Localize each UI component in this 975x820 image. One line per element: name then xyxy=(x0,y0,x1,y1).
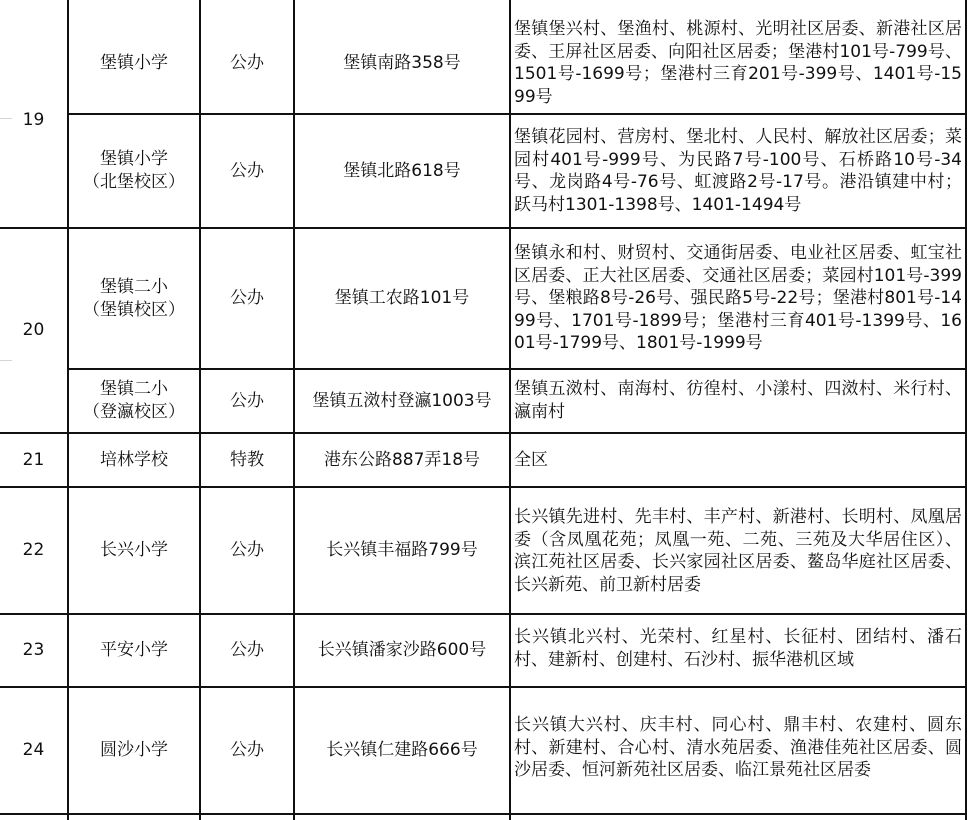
row-number: 19 xyxy=(22,110,45,130)
table-border xyxy=(509,0,511,820)
school-address: 堡镇南路358号 xyxy=(343,53,461,73)
enrollment-scope: 堡镇花园村、营房村、堡北村、人民村、解放社区居委；菜园村401号-999号、为民路7号-100号、石桥路10号-34号、龙岗路4号-76号、虹渡路2号-17号。港沿镇建中村；跃马村1301-1398号、1401-1494号 xyxy=(514,127,962,215)
school-type: 公办 xyxy=(230,740,264,760)
table-border xyxy=(965,0,967,820)
row-number: 22 xyxy=(22,540,45,560)
school-name: 堡镇二小 （登瀛校区） xyxy=(83,379,185,422)
school-type: 公办 xyxy=(230,390,264,411)
school-name: 培林学校 xyxy=(100,449,168,470)
school-address: 港东公路887弄18号 xyxy=(323,449,481,470)
school-address: 堡镇五滧村登瀛1003号 xyxy=(312,390,492,411)
school-name: 平安小学 xyxy=(100,640,168,660)
enrollment-scope: 长兴镇北兴村、光荣村、红星村、长征村、团结村、潘石村、建新村、创建村、石沙村、振华港机区域 xyxy=(514,627,962,670)
enrollment-scope: 堡镇堡兴村、堡渔村、桃源村、光明社区居委、新港社区居委、王屏社区居委、向阳社区居委；堡港村101号-799号、1501号-1699号；堡港村三育201号-399号、1401号-1599号 xyxy=(514,19,962,107)
school-type: 公办 xyxy=(230,53,264,73)
school-type: 公办 xyxy=(230,640,264,660)
table-border xyxy=(0,813,967,815)
school-type: 公办 xyxy=(230,160,264,181)
school-name: 长兴小学 xyxy=(100,540,168,560)
enrollment-scope: 堡镇永和村、财贸村、交通街居委、电业社区居委、虹宝社区居委、正大社区居委、交通社区居委；菜园村101号-399号、堡粮路8号-26号、强民路5号-22号；堡港村801号-1499号、1701号-1899号；堡港村三育401号-1399号、1601号-1799号、1801号-1999号 xyxy=(514,243,962,353)
school-name: 圆沙小学 xyxy=(100,740,168,760)
row-number: 21 xyxy=(22,449,45,470)
school-name: 堡镇小学 （北堡校区） xyxy=(83,149,185,192)
enrollment-scope: 长兴镇先进村、先丰村、丰产村、新港村、长明村、凤凰居委（含凤凰花苑；凤凰一苑、二苑、三苑及大华居住区）、滨江苑社区居委、长兴家园社区居委、鳌岛华庭社区居委、长兴新苑、前卫新村居委 xyxy=(514,507,962,595)
school-address: 长兴镇仁建路666号 xyxy=(326,740,478,760)
school-type: 公办 xyxy=(230,540,264,560)
row-number: 24 xyxy=(22,740,45,760)
school-type: 特教 xyxy=(230,449,264,470)
enrollment-scope: 全区 xyxy=(514,450,548,470)
enrollment-scope: 堡镇五滧村、南海村、彷徨村、小漾村、四滧村、米行村、瀛南村 xyxy=(514,379,962,422)
school-address: 堡镇北路618号 xyxy=(343,160,461,181)
school-address: 长兴镇丰福路799号 xyxy=(326,540,478,560)
row-number: 20 xyxy=(22,320,45,340)
school-name: 堡镇小学 xyxy=(100,53,168,73)
school-name: 堡镇二小 （堡镇校区） xyxy=(83,276,185,320)
school-type: 公办 xyxy=(230,288,264,308)
school-address: 长兴镇潘家沙路600号 xyxy=(317,640,487,660)
school-address: 堡镇工农路101号 xyxy=(334,288,470,308)
enrollment-scope: 长兴镇大兴村、庆丰村、同心村、鼎丰村、农建村、圆东村、新建村、合心村、清水苑居委、渔港佳苑社区居委、圆沙居委、恒河新苑社区居委、临江景苑社区居委 xyxy=(514,715,962,780)
row-number: 23 xyxy=(22,640,45,660)
